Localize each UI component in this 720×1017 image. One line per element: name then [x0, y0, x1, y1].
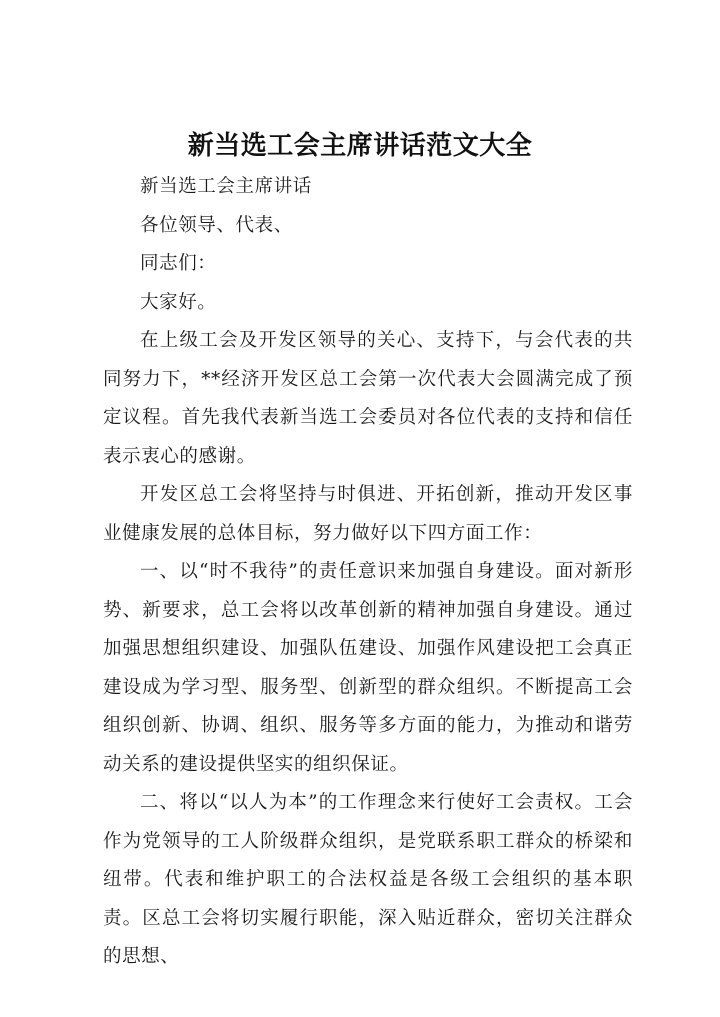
- paragraph-thanks: 在上级工会及开发区领导的关心、支持下，与会代表的共同努力下，**经济开发区总工会第一次代表大会圆满完成了预定议程。首先我代表新当选工会委员对各位代表的支持和信任表示衷心的感谢。: [103, 330, 633, 467]
- paragraph-point-one: 一、以“时不我待”的责任意识来加强自身建设。面对新形势、新要求，总工会将以改革创新的精神加强自身建设。通过加强思想组织建设、加强队伍建设、加强作风建设把工会真正建设成为学习型、服务型、创新型的群众组织。不断提高工会组织创新、协调、组织、服务等多方面的能力，为推动和谐劳动关系的建设提供坚实的组织保证。: [103, 561, 633, 775]
- paragraph-greeting: 大家好。: [140, 291, 217, 313]
- paragraph-salutation-leaders: 各位领导、代表、: [140, 214, 293, 236]
- paragraph-point-two: 二、将以“以人为本”的工作理念来行使好工会责权。工会作为党领导的工人阶级群众组织，是党联系职工群众的桥梁和纽带。代表和维护职工的合法权益是各级工会组织的基本职责。区总工会将切实履行职能，深入贴近群众，密切关注群众的思想、: [103, 792, 633, 967]
- paragraph-salutation-comrades: 同志们：: [140, 253, 217, 274]
- paragraph-heading-line: 新当选工会主席讲话: [140, 176, 312, 197]
- paragraph-goals: 开发区总工会将坚持与时俱进、开拓创新，推动开发区事业健康发展的总体目标，努力做好以下四方面工作：: [103, 484, 633, 544]
- document-body: [103, 168, 633, 977]
- document-title: 新当选工会主席讲话范文大全: [187, 131, 533, 161]
